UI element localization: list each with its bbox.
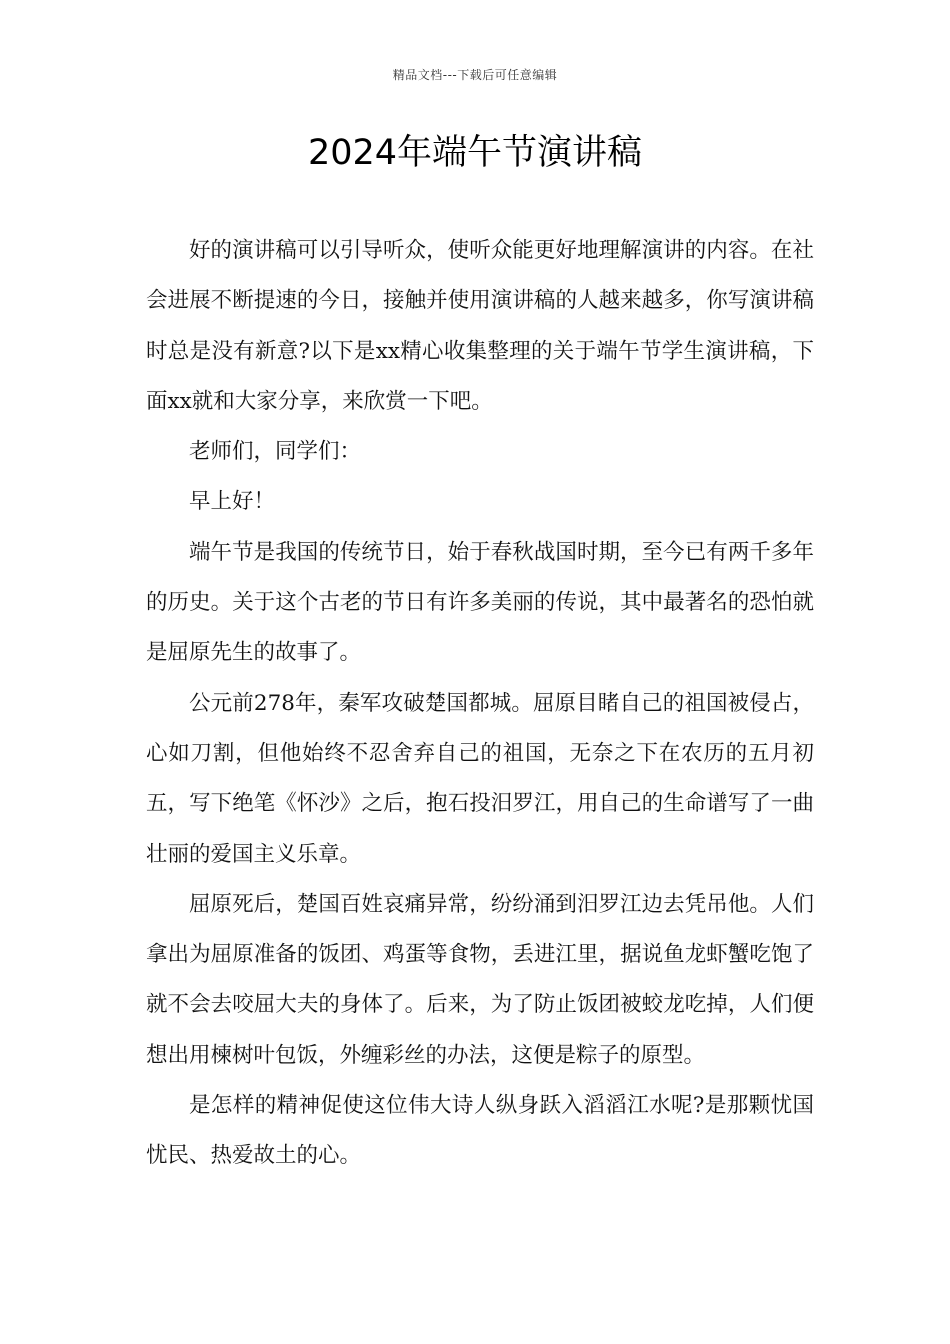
paragraph-origin: 端午节是我国的传统节日，始于春秋战国时期，至今已有两千多年的历史。关于这个古老的节日有许多美丽的传说，其中最著名的恐怕就是屈原先生的故事了。: [146, 539, 814, 666]
header-note: 精品文档---下载后可任意编辑: [392, 68, 558, 82]
document-body: [146, 226, 814, 1182]
paragraph-zongzi: 屈原死后，楚国百姓哀痛异常，纷纷涌到汨罗江边去凭吊他。人们拿出为屈原准备的饭团、鸡蛋等食物，丢进江里，据说鱼龙虾蟹吃饱了就不会去咬屈大夫的身体了。后来，为了防止饭团被蛟龙吃掉，人们便想出用楝树叶包饭，外缠彩丝的办法，这便是粽子的原型。: [146, 891, 814, 1068]
paragraph-greeting: 早上好！: [189, 489, 276, 515]
document-title: 2024年端午节演讲稿: [307, 133, 643, 173]
paragraph-history: 公元前278年，秦军攻破楚国都城。屈原目睹自己的祖国被侵占，心如刀割，但他始终不忍舍弃自己的祖国，无奈之下在农历的五月初五，写下绝笔《怀沙》之后，抱石投汨罗江，用自己的生命谱写了一曲壮丽的爱国主义乐章。: [146, 690, 814, 867]
paragraph-salutation: 老师们，同学们：: [189, 439, 362, 465]
paragraph-intro: 好的演讲稿可以引导听众，使听众能更好地理解演讲的内容。在社会进展不断提速的今日，接触并使用演讲稿的人越来越多，你写演讲稿时总是没有新意?以下是xx精心收集整理的关于端午节学生演讲稿，下面xx就和大家分享，来欣赏一下吧。: [146, 238, 814, 414]
paragraph-spirit: 是怎样的精神促使这位伟大诗人纵身跃入滔滔江水呢?是那颗忧国忧民、热爱故土的心。: [146, 1093, 814, 1169]
